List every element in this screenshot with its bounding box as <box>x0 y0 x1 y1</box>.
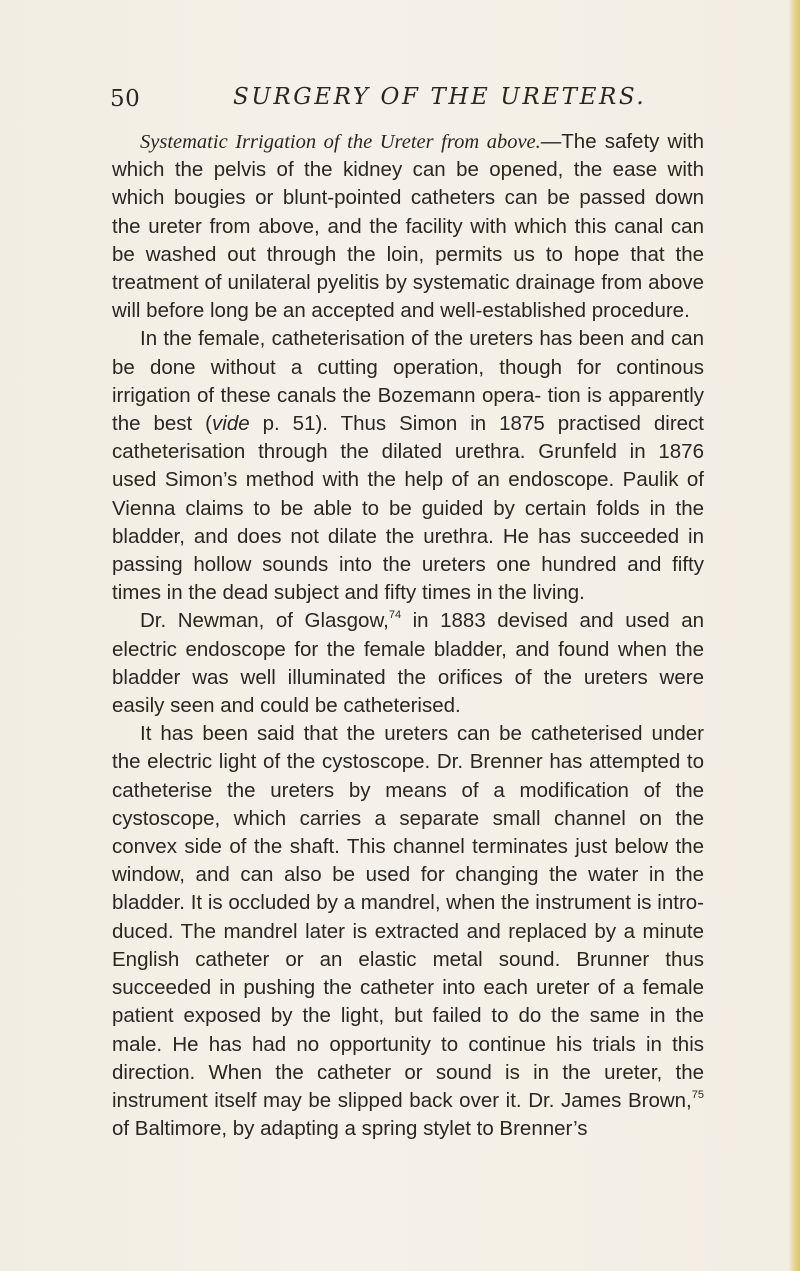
paragraph-text: of Baltimore, by adapting a spring stylet to Brenner’s <box>112 1117 588 1141</box>
footnote-ref: 75 <box>691 1088 704 1101</box>
paragraph-text: The safety with which the pelvis of the kidney can be opened, the ease with which bougies or blunt-pointed catheters can be passed down the ureter from above, and the facility with which this canal can be washed out through the loin, permits us to hope that the treatment of unilateral pyelitis by systematic drainage from above will before long be an accepted and well-established procedure. <box>112 130 704 323</box>
paragraph-text: p. 51). Thus Simon in 1875 practised direct catheterisation through the dilated urethra. Grunfeld in 1876 used Simon’s method with the help of an endoscope. Paulik of Vienna claims to be able to be guided by certain folds in the bladder, and does not dilate the urethra. He has succeeded in passing hollow sounds into the ureters one hundred and fifty times in the dead subject and fifty times in the living. <box>112 412 704 605</box>
vide-reference: vide <box>212 412 250 436</box>
paragraph-newman <box>112 607 704 720</box>
page-number: 50 <box>110 86 141 112</box>
section-title: Systematic Irrigation of the Ureter from above. <box>140 131 541 153</box>
paragraph-cystoscope <box>112 720 704 1143</box>
page-edge-stain <box>788 0 800 1271</box>
paragraph-irrigation <box>112 128 704 325</box>
paragraph-female-catheterisation <box>112 325 704 607</box>
paragraph-text: Dr. Newman, of Glasgow, <box>140 609 389 633</box>
paragraph-text: It has been said that the ureters can be catheterised under the electric light of the cystoscope. Dr. Brenner has attempted to catheterise the ureters by means of a modification of the cystoscope, which carries a separate small channel on the convex side of the shaft. This channel terminates just below the window, and can also be used for changing the water in the bladder. It is occluded by a mandrel, when the instrument is intro- duced. The mandrel later is extracted and replaced by a minute English catheter or an elastic metal sound. Brunner thus succeeded in pushing the catheter into each ureter of a female patient exposed by the light, but failed to do the same in the male. He has had no opportunity to continue his trials in this direction. When the catheter or sound is in the ureter, the instrument itself may be slipped back over it. Dr. James Brown, <box>112 722 704 1112</box>
paragraph-text: In the female, catheterisation of the ureters has been and can be done without a cutting operation, though for continous irrigation of these canals the Bozemann opera- tion is apparently the best ( <box>112 327 704 436</box>
page-header <box>110 84 710 120</box>
paragraph-text: in 1883 devised and used an electric endoscope for the female bladder, and found when the bladder was well illuminated the orifices of the ureters were easily seen and could be catheterised. <box>112 609 704 718</box>
body-text <box>112 128 704 1143</box>
running-head: SURGERY OF THE URETERS. <box>233 84 647 110</box>
title-dash: — <box>540 130 562 153</box>
footnote-ref: 74 <box>388 609 402 622</box>
